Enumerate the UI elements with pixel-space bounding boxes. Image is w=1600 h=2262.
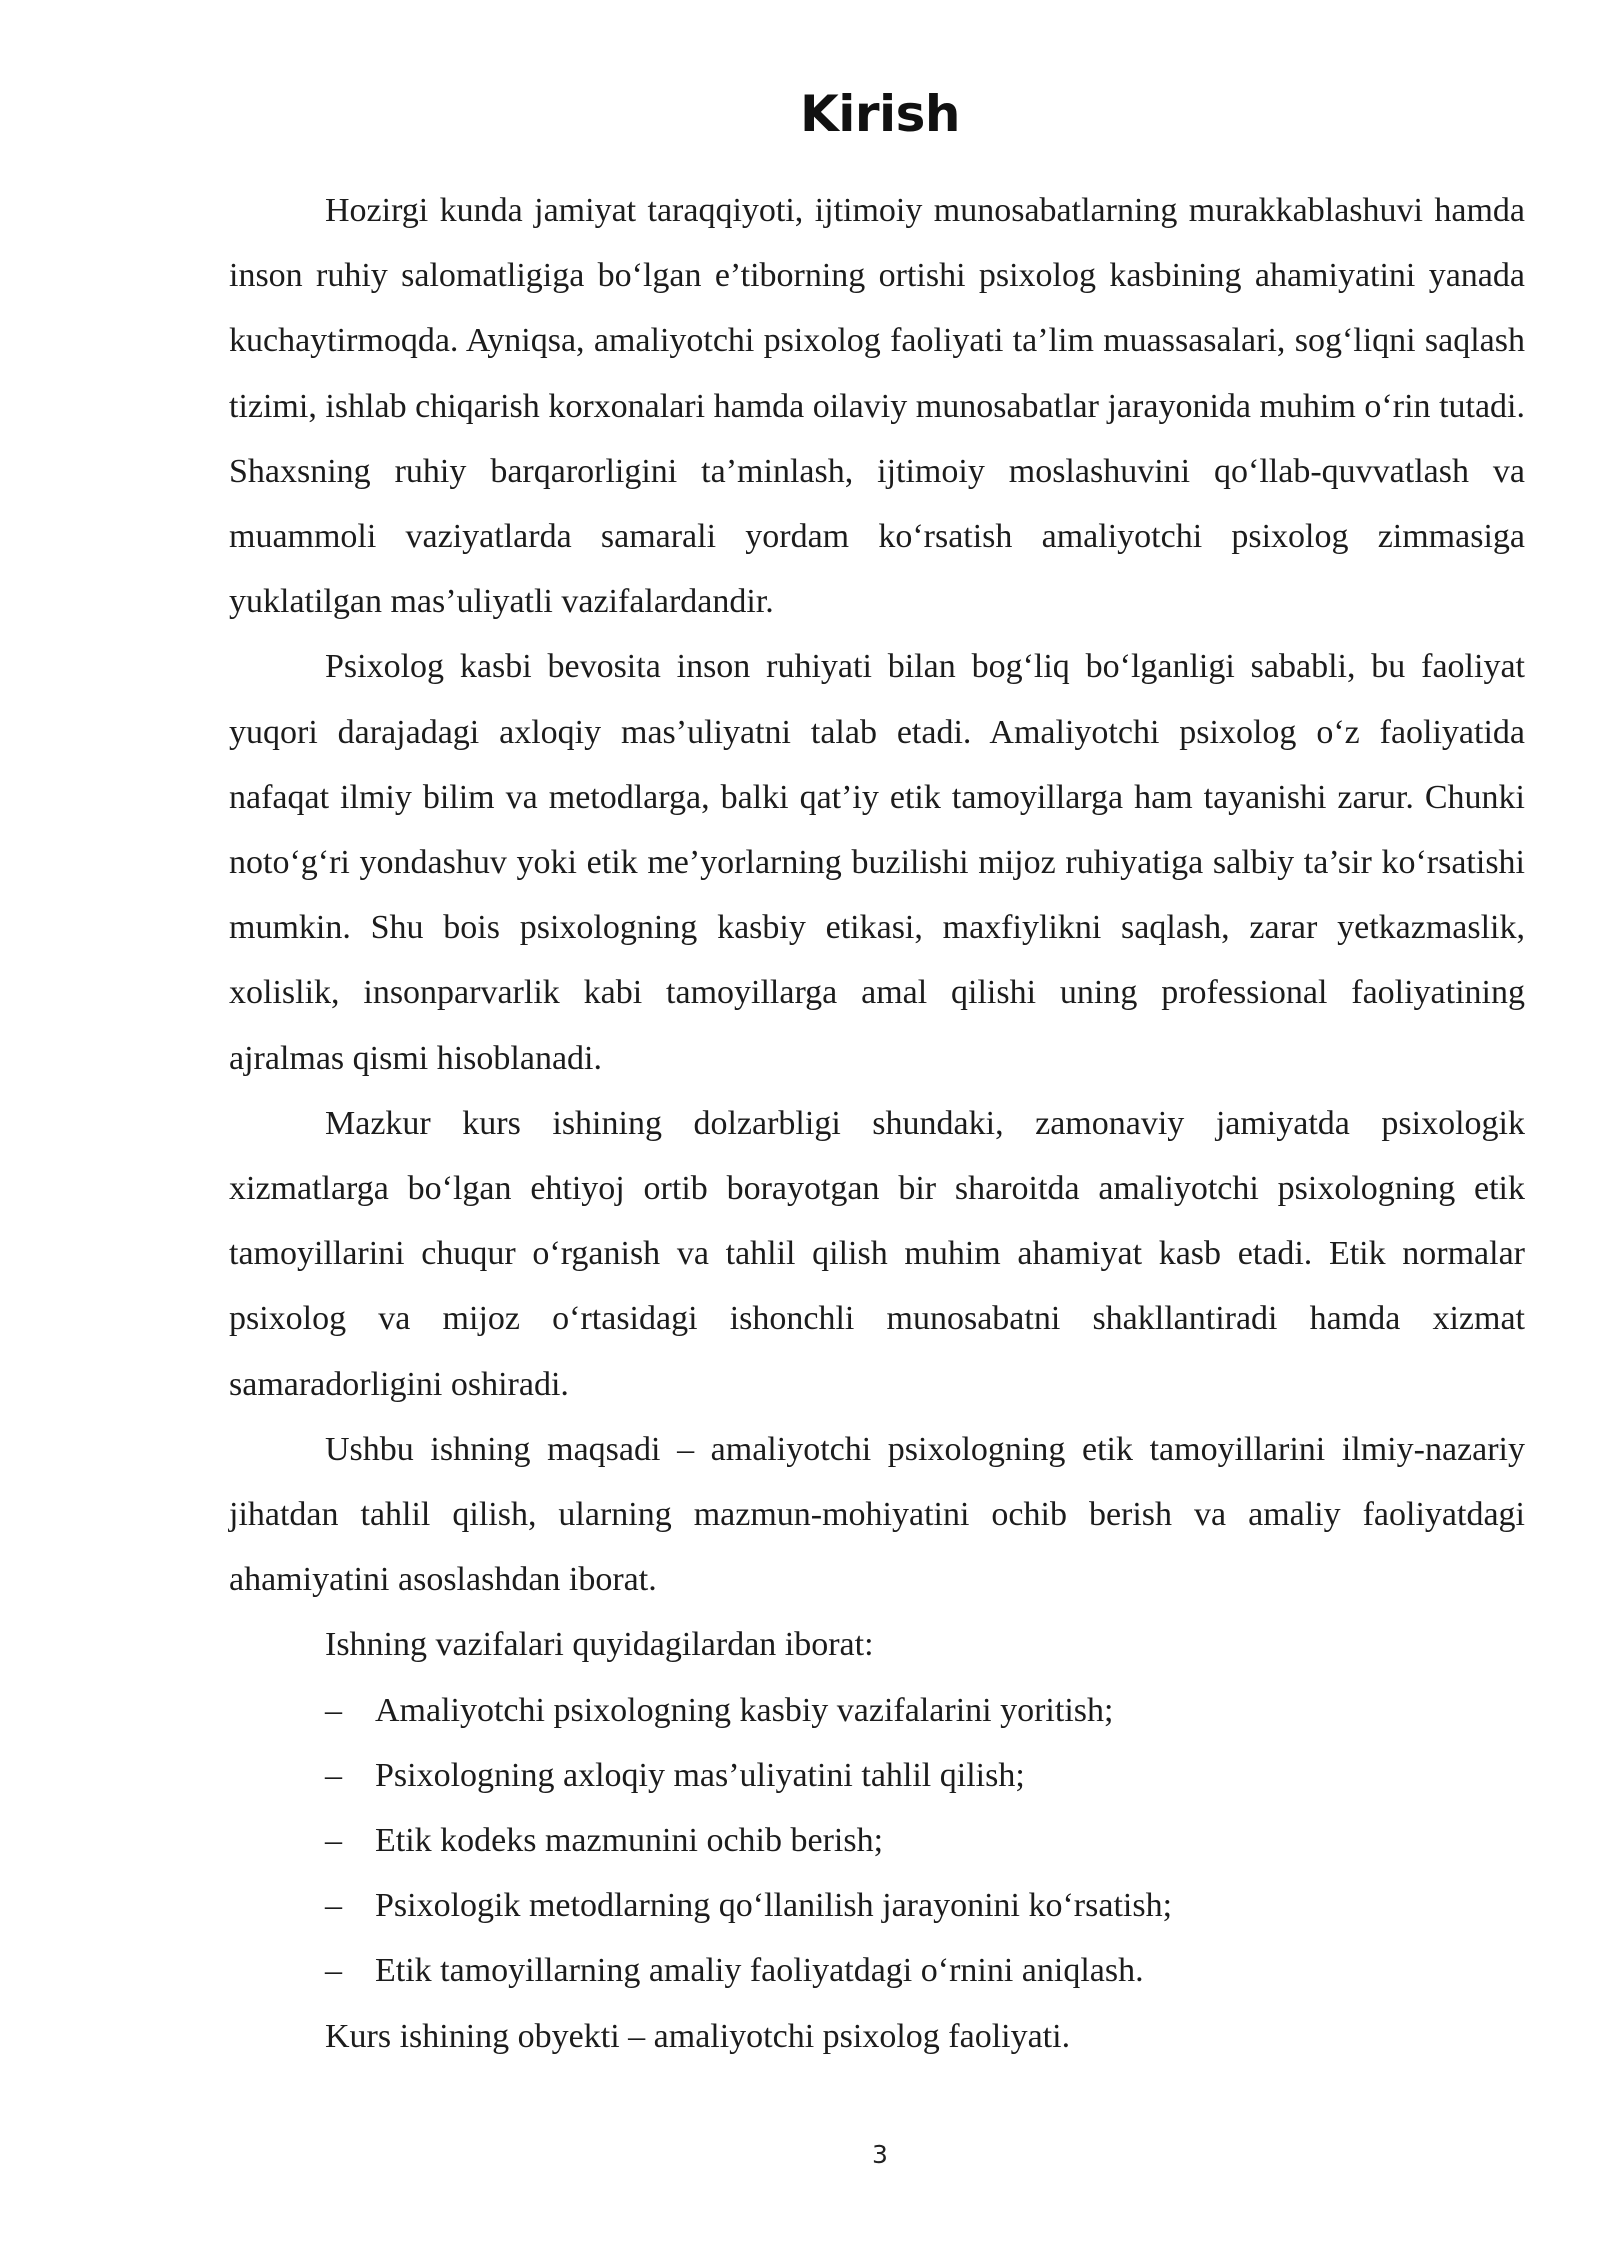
dash-bullet: – (325, 1822, 342, 1860)
dash-bullet: – (325, 1952, 342, 1990)
research-object-line: Kurs ishining obyekti – amaliyotchi psixolog faoliyati. (325, 2017, 1071, 2055)
list-item (229, 1743, 1525, 1808)
task-text: Psixologik metodlarning qo‘llanilish jarayonini ko‘rsatish; (375, 1887, 1173, 1925)
paragraph-topicality: Mazkur kurs ishining dolzarbligi shundaki, zamonaviy jamiyatda psixologik xizmatlarga bo‘lgan ehtiyoj ortib borayotgan bir sharoitda amaliyotchi psixologning etik tamoyillarini chuqur o‘rganish va tahlil qilish muhim ahamiyat kasb etadi. Etik normalar psixolog va mijoz o‘rtasidagi ishonchli munosabatni shakllantiradi hamda xizmat samaradorligini oshiradi. (229, 1104, 1525, 1403)
paragraph-ethical-responsibility: Psixolog kasbi bevosita inson ruhiyati bilan bog‘liq bo‘lganligi sababli, bu faoliyat yuqori darajadagi axloqiy mas’uliyatni talab etadi. Amaliyotchi psixolog o‘z faoliyatida nafaqat ilmiy bilim va metodlarga, balki qat’iy etik tamoyillarga ham tayanishi zarur. Chunki noto‘g‘ri yondashuv yoki etik me’yorlarning buzilishi mijoz ruhiyatiga salbiy ta’sir ko‘rsatishi mumkin. Shu bois psixologning kasbiy etikasi, maxfiylikni saqlash, zarar yetkazmaslik, xolislik, insonparvarlik kabi tamoyillarga amal qilishi uning professional faoliyatining ajralmas qismi hisoblanadi. (229, 648, 1525, 1077)
dash-bullet: – (325, 1887, 342, 1925)
task-text: Psixologning axloqiy mas’uliyatini tahlil qilish; (375, 1756, 1025, 1794)
paragraph-goal: Ushbu ishning maqsadi – amaliyotchi psixologning etik tamoyillarini ilmiy-nazariy jihatdan tahlil qilish, ularning mazmun-mohiyatini ochib berish va amaliy faoliyatdagi ahamiyatini asoslashdan iborat. (229, 1430, 1525, 1599)
tasks-intro: Ishning vazifalari quyidagilardan iborat: (325, 1626, 874, 1664)
document-body (229, 178, 1525, 2069)
dash-bullet: – (325, 1691, 342, 1729)
task-text: Etik kodeks mazmunini ochib berish; (375, 1822, 884, 1860)
list-item (229, 1873, 1525, 1938)
page-number: 3 (872, 2140, 888, 2169)
task-text: Amaliyotchi psixologning kasbiy vazifalarini yoritish; (375, 1691, 1114, 1729)
page-title: Kirish (799, 85, 961, 143)
dash-bullet: – (325, 1756, 342, 1794)
task-text: Etik tamoyillarning amaliy faoliyatdagi o‘rnini aniqlash. (375, 1952, 1144, 1990)
list-item (229, 1938, 1525, 2003)
list-item (229, 1808, 1525, 1873)
list-item (229, 1678, 1525, 1743)
task-list (229, 1678, 1525, 2004)
paragraph-relevance-intro: Hozirgi kunda jamiyat taraqqiyoti, ijtimoiy munosabatlarning murakkablashuvi hamda inson ruhiy salomatligiga bo‘lgan e’tiborning ortishi psixolog kasbining ahamiyatini yanada kuchaytirmoqda. Ayniqsa, amaliyotchi psixolog faoliyati ta’lim muassasalari, sog‘liqni saqlash tizimi, ishlab chiqarish korxonalari hamda oilaviy munosabatlar jarayonida muhim o‘rin tutadi. Shaxsning ruhiy barqarorligini ta’minlash, ijtimoiy moslashuvini qo‘llab-quvvatlash va muammoli vaziyatlarda samarali yordam ko‘rsatish amaliyotchi psixolog zimmasiga yuklatilgan mas’uliyatli vazifalardandir. (229, 192, 1525, 621)
